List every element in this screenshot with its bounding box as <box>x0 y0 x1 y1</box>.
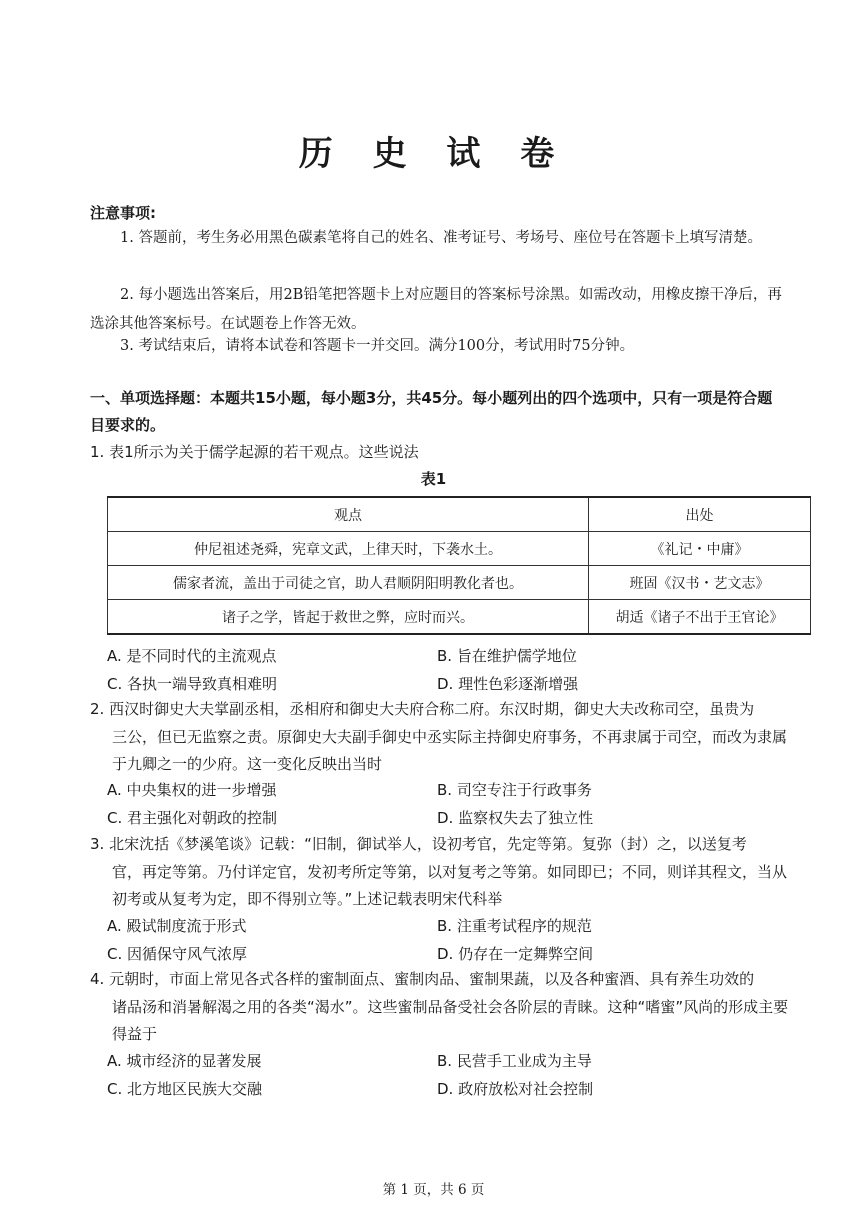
option-c[interactable]: C. 各执一端导致真相难明 <box>107 675 278 693</box>
option-b[interactable]: B. 司空专注于行政事务 <box>437 781 592 799</box>
table-cell: 《礼记・中庸》 <box>589 532 811 566</box>
question-4-stem: 4. 元朝时，市面上常见各式各样的蜜制面点、蜜制肉品、蜜制果蔬，以及各种蜜酒、具有养生功效的 诸品汤和消暑解渴之用的各类“渴水”。这些蜜制品备受社会各阶层的青睐。这种“嗜蜜”风尚的形成主要得益于 <box>90 970 789 1043</box>
table-row <box>108 566 811 600</box>
table-cell: 班固《汉书・艺文志》 <box>589 566 811 600</box>
option-c[interactable]: C. 君主强化对朝政的控制 <box>107 809 278 827</box>
table-header-source: 出处 <box>589 497 811 532</box>
question-3-stem: 3. 北宋沈括《梦溪笔谈》记载：“旧制，御试举人，设初考官，先定等第。复弥（封）之，以送复考 官，再定等第。乃付详定官，发初考所定等第，以对复考之等第。如同即已；不同，则详其程文，当从初考或从复考为定，即不得别立等。”上述记载表明宋代科举 <box>90 835 788 908</box>
notice-item-1: 1. 答题前，考生务必用黑色碳素笔将自己的姓名、准考证号、考场号、座位号在答题卡上填写清楚。 <box>120 230 762 246</box>
table-header-row <box>108 497 811 532</box>
table-cell: 诸子之学，皆起于救世之弊，应时而兴。 <box>108 600 589 635</box>
option-d[interactable]: D. 理性色彩逐渐增强 <box>437 675 579 693</box>
option-a[interactable]: A. 殿试制度流于形式 <box>107 917 247 935</box>
question-2-stem: 2. 西汉时御史大夫掌副丞相，丞相府和御史大夫府合称二府。东汉时期，御史大夫改称司空，虽贵为 三公，但已无监察之责。原御史大夫副手御史中丞实际主持御史府事务，不再隶属于司空，而改为隶属于九卿之一的少府。这一变化反映出当时 <box>90 700 788 773</box>
question-2-options <box>107 776 787 832</box>
question-1-options <box>107 642 787 698</box>
option-d[interactable]: D. 仍存在一定舞弊空间 <box>437 945 594 963</box>
question-3-options <box>107 912 787 968</box>
option-b[interactable]: B. 民营手工业成为主导 <box>437 1052 592 1070</box>
table-row <box>108 600 811 635</box>
notice-item-3: 3. 考试结束后，请将本试卷和答题卡一并交回。满分100分，考试用时75分钟。 <box>120 338 635 354</box>
table-header-viewpoint: 观点 <box>108 497 589 532</box>
option-a[interactable]: A. 是不同时代的主流观点 <box>107 647 277 665</box>
table-cell: 仲尼祖述尧舜，宪章文武，上律天时，下袭水土。 <box>108 532 589 566</box>
option-b[interactable]: B. 旨在维护儒学地位 <box>437 647 577 665</box>
page-title: 历 史 试 卷 <box>298 134 569 174</box>
option-a[interactable]: A. 城市经济的显著发展 <box>107 1052 262 1070</box>
notice-item-2: 2. 每小题选出答案后，用2B铅笔把答题卡上对应题目的答案标号涂黑。如需改动，用橡皮擦干净后，再选涂其他答案标号。在试题卷上作答无效。 <box>90 287 782 332</box>
option-a[interactable]: A. 中央集权的进一步增强 <box>107 781 277 799</box>
table-cell: 儒家者流，盖出于司徒之官，助人君顺阴阳明教化者也。 <box>108 566 589 600</box>
table-caption: 表1 <box>420 470 447 488</box>
option-d[interactable]: D. 政府放松对社会控制 <box>437 1080 594 1098</box>
notice-heading: 注意事项: <box>90 204 156 222</box>
option-d[interactable]: D. 监察权失去了独立性 <box>437 809 594 827</box>
option-c[interactable]: C. 北方地区民族大交融 <box>107 1080 263 1098</box>
question-1-stem: 1. 表1所示为关于儒学起源的若干观点。这些说法 <box>90 443 419 461</box>
page-footer: 第 1 页，共 6 页 <box>382 1182 485 1198</box>
table-row <box>108 532 811 566</box>
question-4-options <box>107 1047 787 1103</box>
option-b[interactable]: B. 注重考试程序的规范 <box>437 917 592 935</box>
option-c[interactable]: C. 因循保守风气浓厚 <box>107 945 248 963</box>
table-cell: 胡适《诸子不出于王官论》 <box>589 600 811 635</box>
section-heading: 一、单项选择题：本题共15小题，每小题3分，共45分。每小题列出的四个选项中，只有一项是符合题目要求的。 <box>90 389 773 434</box>
viewpoint-table <box>107 496 811 635</box>
